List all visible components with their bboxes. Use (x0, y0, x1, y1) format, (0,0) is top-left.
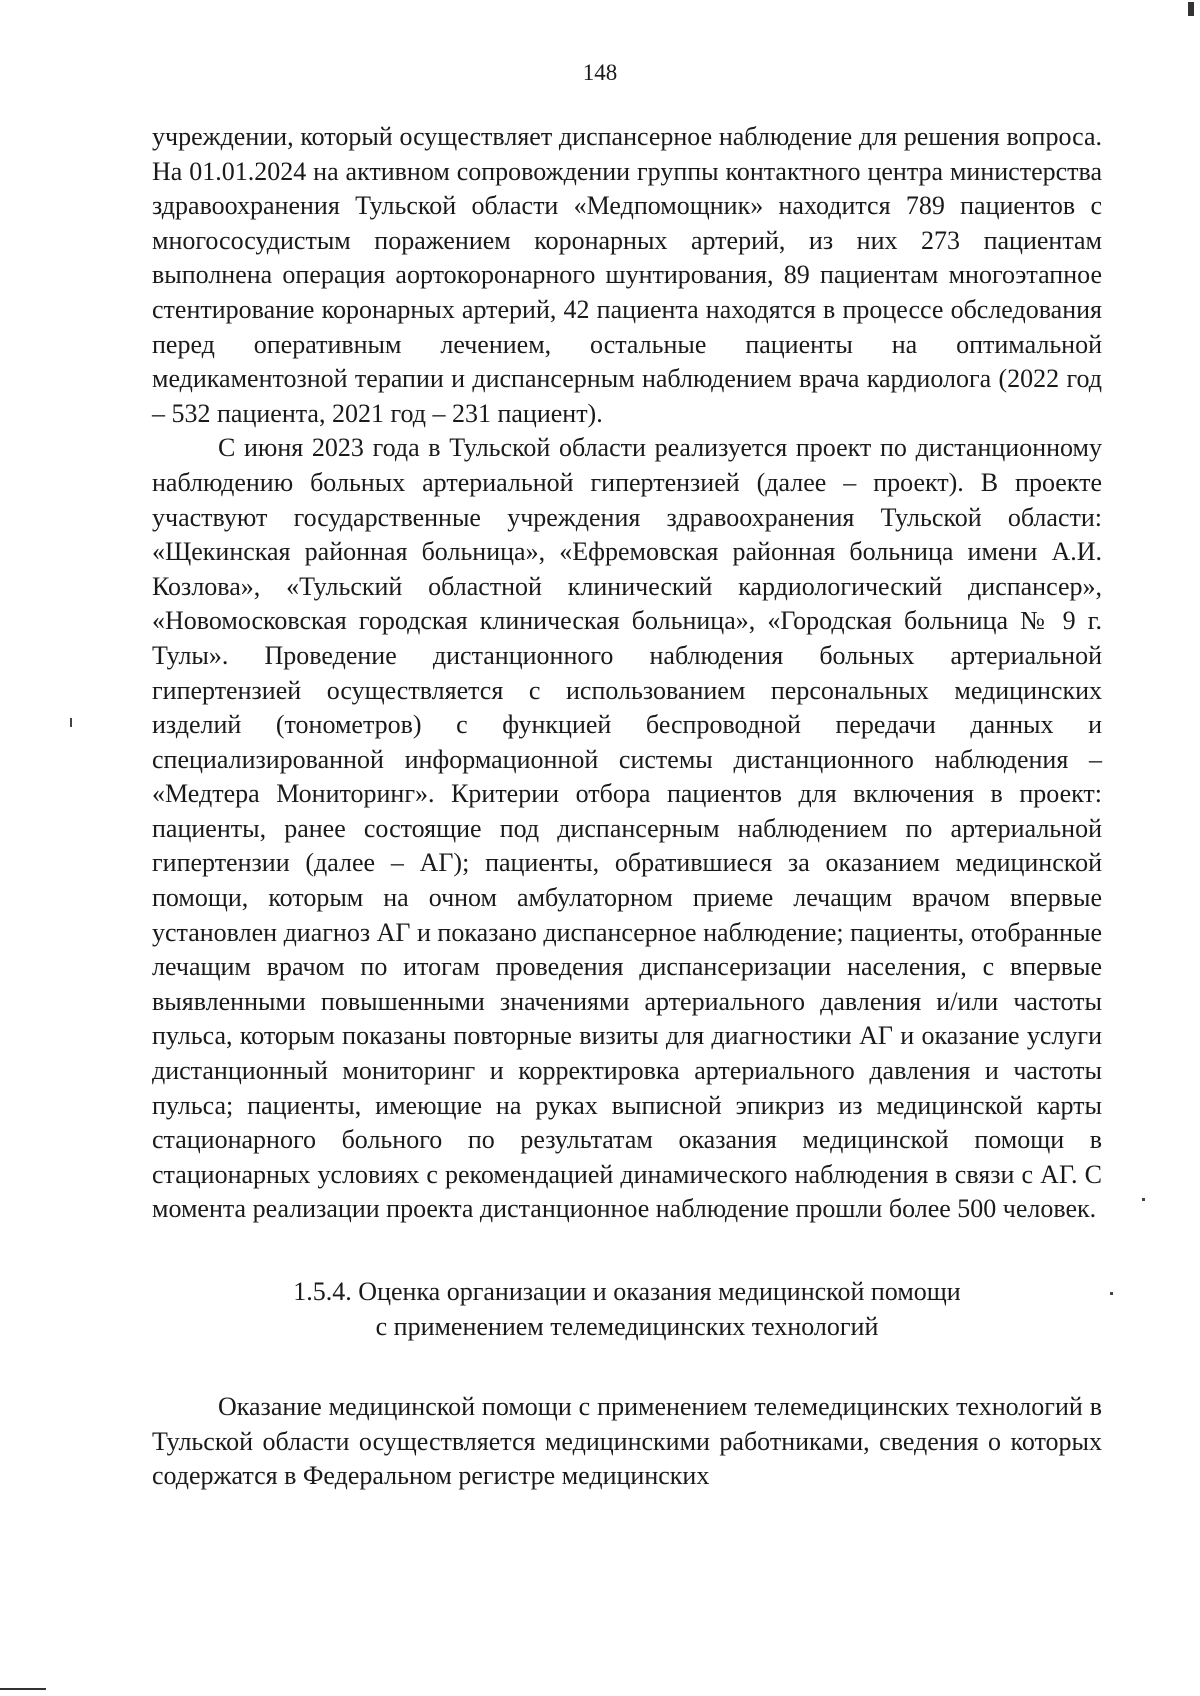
scan-speck (1142, 1198, 1145, 1201)
scan-speck (70, 718, 72, 727)
page-number: 148 (582, 60, 618, 85)
body-text (152, 120, 1102, 1494)
section-heading-line-2: с применением телемедицинских технологий (375, 1311, 879, 1341)
section-heading-line-1: 1.5.4. Оценка организации и оказания медицинской помощи (293, 1277, 961, 1306)
paragraph-telemonitoring-project: С июня 2023 года в Тульской области реализуется проект по дистанционному наблюдению больных артериальной гипертензией (далее – проект). В проекте участвуют государственные учреждения здравоохранения Тульской области: «Щекинская районная больница», «Ефремовская районная больница имени А.И. Козлова», «Тульский областной клинический кардиологический диспансер», «Новомосковская городская клиническая больница», «Городская больница № 9 г. Тулы». Проведение дистанционного наблюдения больных артериальной гипертензией осуществляется с использованием персональных медицинских изделий (тонометров) с функцией беспроводной передачи данных и специализированной информационной системы дистанционного наблюдения – «Медтера Мониторинг». Критерии отбора пациентов для включения в проект: пациенты, ранее состоящие под диспансерным наблюдением по артериальной гипертензии (далее – АГ); пациенты, обратившиеся за оказанием медицинской помощи, которым на очном амбулаторном приеме лечащим врачом впервые установлен диагноз АГ и показано диспансерное наблюдение; пациенты, отобранные лечащим врачом по итогам проведения диспансеризации населения, с впервые выявленными повышенными значениями артериального давления и/или частоты пульса, которым показаны повторные визиты для диагностики АГ и оказание услуги дистанционный мониторинг и корректировка артериального давления и частоты пульса; пациенты, имеющие на руках выписной эпикриз из медицинской карты стационарного больного по результатам оказания медицинской помощи в стационарных условиях с рекомендацией динамического наблюдения в связи с АГ. С момента реализации проекта дистанционное наблюдение прошли более 500 человек. (152, 433, 1102, 1224)
scan-speck (1110, 1292, 1113, 1295)
section-heading (152, 1275, 1102, 1344)
paragraph-telemedicine: Оказание медицинской помощи с применением телемедицинских технологий в Тульской области осуществляется медицинскими работниками, сведения о которых содержатся в Федеральном регистре медицинских (152, 1392, 1102, 1491)
paragraph-continuation: учреждении, который осуществляет диспансерное наблюдение для решения вопроса. На 01.01.2024 на активном сопровождении группы контактного центра министерства здравоохранения Тульской области «Медпомощник» находится 789 пациентов с многососудистым поражением коронарных артерий, из них 273 пациентам выполнена операция аортокоронарного шунтирования, 89 пациентам многоэтапное стентирование коронарных артерий, 42 пациента находятся в процессе обследования перед оперативным лечением, остальные пациенты на оптимальной медикаментозной терапии и диспансерным наблюдением врача кардиолога (2022 год – 532 пациента, 2021 год – 231 пациент). (152, 122, 1102, 428)
scan-corner-mark (1188, 2, 1194, 16)
footnote-separator (0, 1688, 46, 1690)
